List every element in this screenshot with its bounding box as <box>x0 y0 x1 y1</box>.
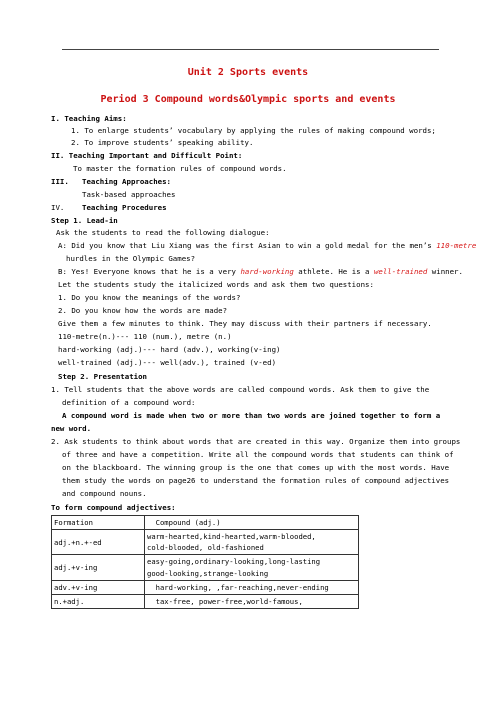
important-text: To master the formation rules of compound words. <box>73 164 287 173</box>
compound-line: easy-going,ordinary-looking,long-lasting <box>147 557 321 567</box>
aims-item-2: 2. To improve students’ speaking ability. <box>71 138 254 147</box>
step2-heading: Step 2. Presentation <box>58 372 147 381</box>
example-110-metre: 110-metre(n.)--- 110 (num.), metre (n.) <box>58 332 232 341</box>
period-title: Period 3 Compound words&Olympic sports and events <box>100 94 396 105</box>
table-row <box>52 555 359 580</box>
dialogue-a-line1 <box>58 242 476 249</box>
definition-line2: new word. <box>51 424 92 433</box>
step2-p2-line3: on the blackboard. The winning group is the one that comes up with the most words. Have <box>62 463 450 472</box>
table-row <box>52 580 359 594</box>
formation-cell: adv.+v-ing <box>52 580 145 594</box>
compound-line: cold-blooded, old-fashioned <box>147 543 264 553</box>
unit-title: Unit 2 Sports events <box>187 67 309 78</box>
formation-cell: adj.+n.+-ed <box>52 530 145 555</box>
table-header-row <box>52 516 359 530</box>
step2-p1-line2: definition of a compound word: <box>62 398 196 407</box>
highlight-hard-working: hard-working <box>240 267 294 276</box>
dialogue-a-text: A: Did you know that Liu Xiang was the first Asian to win a gold medal for the men’s <box>58 241 437 250</box>
aims-item-1: 1. To enlarge students’ vocabulary by applying the rules of making compound words; <box>71 126 436 135</box>
step2-p2-line1: 2. Ask students to think about words that are created in this way. Organize them into groups <box>51 437 461 446</box>
step1-give-line: Give them a few minutes to think. They may discuss with their partners if necessary. <box>58 319 432 328</box>
dialogue-b-line <box>58 268 463 275</box>
formation-cell: adj.+v-ing <box>52 555 145 580</box>
step1-intro: Ask the students to read the following dialogue: <box>56 228 270 237</box>
step2-p1-line1: 1. Tell students that the above words are called compound words. Ask them to give the <box>51 385 430 394</box>
step2-p2-line5: and compound nouns. <box>62 489 147 498</box>
definition-line1: A compound word is made when two or more than two words are joined together to form a <box>62 411 441 420</box>
aims-heading: I. Teaching Aims: <box>51 114 127 123</box>
header-compound <box>145 516 359 530</box>
approaches-num: III. <box>51 177 69 186</box>
approaches-text: Task-based approaches <box>82 190 176 199</box>
approaches-heading: Teaching Approaches: <box>82 177 171 186</box>
dialogue-b-mid: athlete. He is a <box>293 267 374 276</box>
formation-cell: n.+adj. <box>52 594 145 608</box>
compound-cell: hard-working, ,far-reaching,never-ending <box>145 580 359 594</box>
compound-cell: tax-free, power-free,world-famous, <box>145 594 359 608</box>
step2-p2-line2: of three and have a competition. Write all the compound words that students can think of <box>62 450 454 459</box>
compound-adjectives-table <box>51 515 359 609</box>
step1-heading: Step 1. Lead-in <box>51 216 118 225</box>
procedures-heading: Teaching Procedures <box>82 203 167 212</box>
example-hard-working: hard-working (adj.)--- hard (adv.), working(v-ing) <box>58 345 281 354</box>
compound-line: good-looking,strange-looking <box>147 568 269 578</box>
step2-p2-line4: them study the words on page26 to understand the formation rules of compound adjectives <box>62 476 450 485</box>
question-1: 1. Do you know the meanings of the words? <box>58 293 241 302</box>
example-well-trained: well-trained (adj.)--- well(adv.), trained (v-ed) <box>58 358 277 367</box>
important-heading: II. Teaching Important and Difficult Point: <box>51 151 243 160</box>
header-compound-label: Compound (adj.) <box>155 518 221 527</box>
table-row <box>52 594 359 608</box>
compound-cell <box>145 555 359 580</box>
header-formation: Formation <box>52 516 145 530</box>
highlight-well-trained: well-trained <box>373 267 428 276</box>
dialogue-a-line2: hurdles in the Olympic Games? <box>66 254 196 263</box>
highlight-110-metre: 110-metre <box>436 241 477 250</box>
dialogue-b-post: winner. <box>427 267 463 276</box>
compound-cell <box>145 530 359 555</box>
compound-line: warm-hearted,kind-hearted,warm-blooded, <box>147 532 316 542</box>
dialogue-b-pre: B: Yes! Everyone knows that he is a very <box>58 267 241 276</box>
procedures-num: IV. <box>51 203 65 212</box>
step1-let-line: Let the students study the italicized words and ask them two questions: <box>58 280 374 289</box>
table-row <box>52 530 359 555</box>
table-heading: To form compound adjectives: <box>51 503 176 512</box>
question-2: 2. Do you know how the words are made? <box>58 306 228 315</box>
header-rule <box>62 49 439 50</box>
